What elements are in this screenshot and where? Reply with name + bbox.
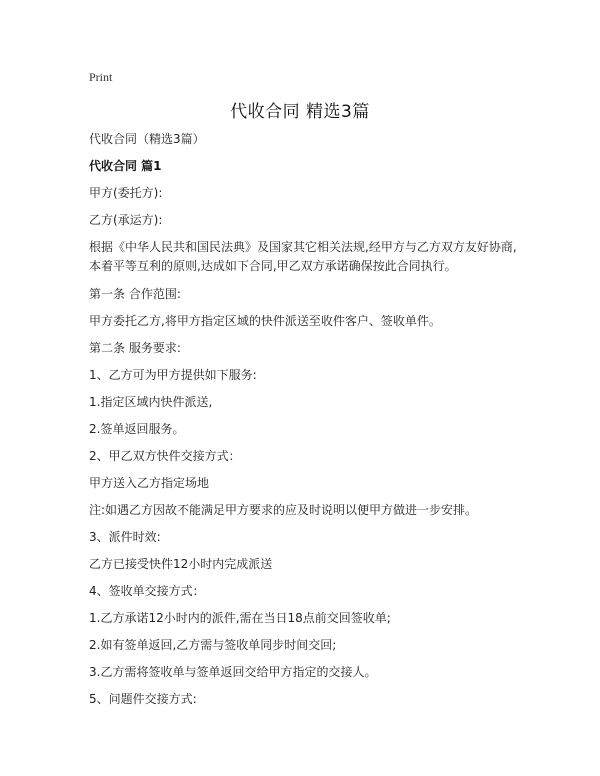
- clause-1-heading: 1、乙方可为甲方提供如下服务:: [89, 368, 257, 382]
- clause-3-heading: 3、派件时效:: [89, 530, 161, 544]
- clause-2-heading: 2、甲乙双方快件交接方式：: [89, 449, 241, 463]
- clause-3-text: 乙方已接受快件12小时内完成派送: [89, 557, 273, 571]
- clause-5-heading: 5、问题件交接方式:: [89, 692, 197, 706]
- print-label: Print: [89, 70, 113, 84]
- article-1-text: 甲方委托乙方,将甲方指定区域的快件派送至收件客户、签收单件。: [89, 314, 441, 328]
- document-body: [89, 130, 519, 717]
- party-a-line: 甲方(委托方):: [89, 186, 163, 200]
- section-heading: 代收合同 篇1: [89, 159, 162, 173]
- clause-4-heading: 4、签收单交接方式：: [89, 584, 205, 598]
- clause-1-item-2: 2.签单返回服务。: [89, 422, 185, 436]
- clause-2-note: 注:如遇乙方因故不能满足甲方要求的应及时说明以便甲方做进一步安排。: [89, 503, 478, 517]
- subtitle-paragraph: 代收合同（精选3篇）: [89, 132, 205, 146]
- preamble-paragraph: 根据《中华人民共和国民法典》及国家其它相关法规,经甲方与乙方双方友好协商,本着平等互利的原则,达成如下合同,甲乙双方承诺确保按此合同执行。: [89, 240, 517, 273]
- article-2-heading: 第二条 服务要求:: [89, 341, 181, 355]
- clause-4-item-2: 2.如有签单返回,乙方需与签收单同步时间交回;: [89, 638, 337, 652]
- clause-4-item-1: 1.乙方承诺12小时内的派件,需在当日18点前交回签收单;: [89, 611, 391, 625]
- clause-2-text: 甲方送入乙方指定场地: [89, 476, 210, 490]
- article-1-heading: 第一条 合作范围:: [89, 287, 181, 301]
- document-title: 代收合同 精选3篇: [230, 102, 370, 122]
- clause-4-item-3: 3.乙方需将签收单与签单返回交给甲方指定的交接人。: [89, 665, 377, 679]
- clause-1-item-1: 1.指定区域内快件派送,: [89, 395, 213, 409]
- party-b-line: 乙方(承运方):: [89, 213, 163, 227]
